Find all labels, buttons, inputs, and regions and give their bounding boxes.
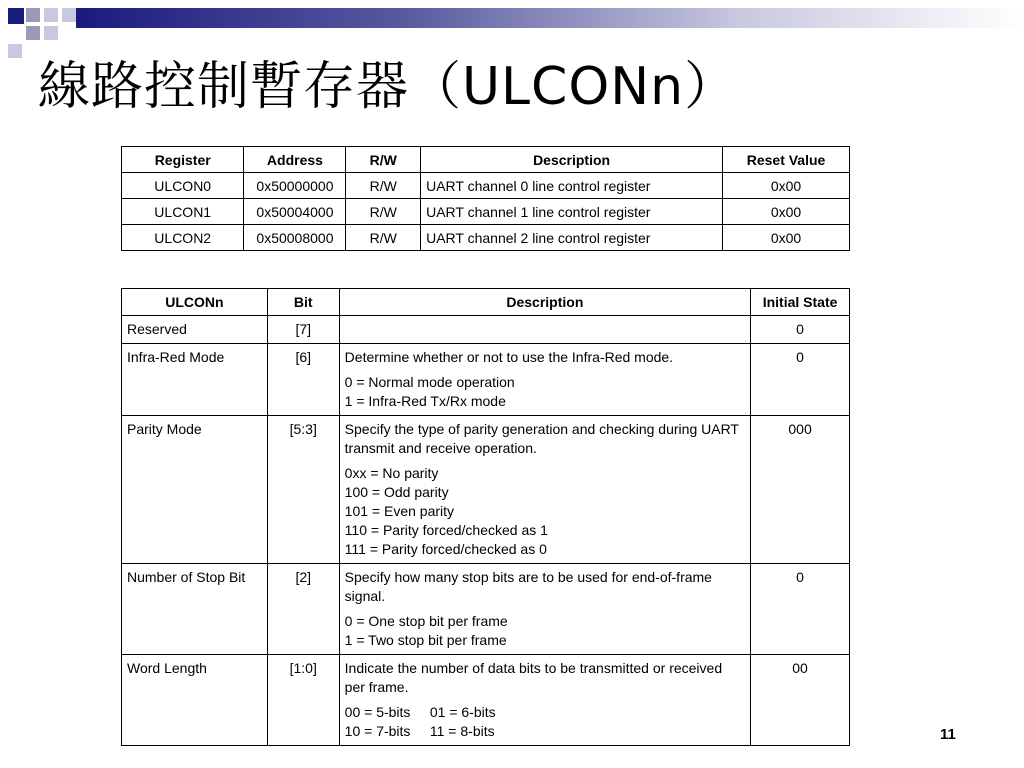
initial-state-cell: 0	[751, 344, 850, 416]
description-intro: Specify the type of parity generation and checking during UART transmit and receive operation.	[344, 421, 739, 456]
register-table-cell: R/W	[346, 199, 421, 225]
bit-table-header-row	[122, 289, 850, 316]
initial-state-cell: 0	[751, 316, 850, 344]
register-table-header-cell: Register	[122, 147, 244, 173]
initial-state-cell: 00	[751, 655, 850, 746]
bit-table-row	[122, 316, 850, 344]
register-table-cell: ULCON1	[122, 199, 244, 225]
description-intro: Determine whether or not to use the Infra-Red mode.	[344, 349, 674, 365]
description-cell	[339, 416, 750, 564]
register-table-cell: 0x00	[723, 199, 850, 225]
description-cell	[339, 316, 750, 344]
register-table-cell: ULCON2	[122, 225, 244, 251]
register-address-table	[121, 146, 850, 251]
header-gradient-bar	[76, 8, 1024, 28]
corner-square-gray-2	[26, 26, 40, 40]
description-option-line: 101 = Even parity	[344, 503, 455, 519]
register-table-row	[122, 225, 850, 251]
bit-range-cell: [5:3]	[267, 416, 339, 564]
register-table-cell: 0x50004000	[244, 199, 346, 225]
bit-table-header-cell: Bit	[267, 289, 339, 316]
register-table-row	[122, 199, 850, 225]
field-name-cell: Parity Mode	[122, 416, 268, 564]
slide-title: 線路控制暫存器（ULCONn）	[38, 57, 738, 117]
register-table-cell: 0x50008000	[244, 225, 346, 251]
field-name-cell: Reserved	[122, 316, 268, 344]
bit-table-header-cell: Initial State	[751, 289, 850, 316]
register-table-cell: ULCON0	[122, 173, 244, 199]
register-table-cell: 0x00	[723, 173, 850, 199]
bit-table-header-cell: ULCONn	[122, 289, 268, 316]
bit-range-cell: [1:0]	[267, 655, 339, 746]
page-number: 11	[940, 726, 956, 743]
description-option-line: 00 = 5-bits 01 = 6-bits	[344, 704, 496, 720]
register-table-header-row	[122, 147, 850, 173]
register-table-header-cell: Reset Value	[723, 147, 850, 173]
description-cell	[339, 655, 750, 746]
bit-range-cell: [2]	[267, 564, 339, 655]
corner-square-lavender	[44, 8, 58, 22]
register-table-row	[122, 173, 850, 199]
register-table-cell: R/W	[346, 173, 421, 199]
register-table-cell: UART channel 0 line control register	[421, 173, 723, 199]
bit-table-row	[122, 344, 850, 416]
description-option-line: 111 = Parity forced/checked as 0	[344, 541, 547, 557]
corner-square-gray	[26, 8, 40, 22]
corner-square-lavender-4	[8, 44, 22, 58]
description-option-line: 110 = Parity forced/checked as 1	[344, 522, 548, 538]
field-name-cell: Infra-Red Mode	[122, 344, 268, 416]
initial-state-cell: 000	[751, 416, 850, 564]
description-option-line: 1 = Infra-Red Tx/Rx mode	[344, 393, 506, 409]
corner-square-lavender-2	[44, 26, 58, 40]
bit-table-header-cell: Description	[339, 289, 750, 316]
bit-range-cell: [6]	[267, 344, 339, 416]
ulcon-bit-table	[121, 288, 850, 746]
description-option-line: 1 = Two stop bit per frame	[344, 632, 507, 648]
description-option-line: 100 = Odd parity	[344, 484, 449, 500]
bit-table-row	[122, 416, 850, 564]
bit-table-row	[122, 564, 850, 655]
initial-state-cell: 0	[751, 564, 850, 655]
corner-square-lavender-3	[62, 8, 76, 22]
description-cell	[339, 564, 750, 655]
corner-square-navy	[8, 8, 24, 24]
register-table-cell: UART channel 2 line control register	[421, 225, 723, 251]
register-table-cell: 0x50000000	[244, 173, 346, 199]
field-name-cell: Number of Stop Bit	[122, 564, 268, 655]
bit-table-row	[122, 655, 850, 746]
description-cell	[339, 344, 750, 416]
description-option-line: 0 = One stop bit per frame	[344, 613, 508, 629]
field-name-cell: Word Length	[122, 655, 268, 746]
register-table-header-cell: Address	[244, 147, 346, 173]
description-intro: Specify how many stop bits are to be used for end-of-frame signal.	[344, 569, 712, 604]
description-intro: Indicate the number of data bits to be transmitted or received per frame.	[344, 660, 723, 695]
register-table-cell: R/W	[346, 225, 421, 251]
register-table-cell: 0x00	[723, 225, 850, 251]
bit-range-cell: [7]	[267, 316, 339, 344]
register-table-header-cell: Description	[421, 147, 723, 173]
description-option-line: 0 = Normal mode operation	[344, 374, 515, 390]
register-table-header-cell: R/W	[346, 147, 421, 173]
register-table-cell: UART channel 1 line control register	[421, 199, 723, 225]
description-option-line: 0xx = No parity	[344, 465, 439, 481]
description-option-line: 10 = 7-bits 11 = 8-bits	[344, 723, 495, 739]
